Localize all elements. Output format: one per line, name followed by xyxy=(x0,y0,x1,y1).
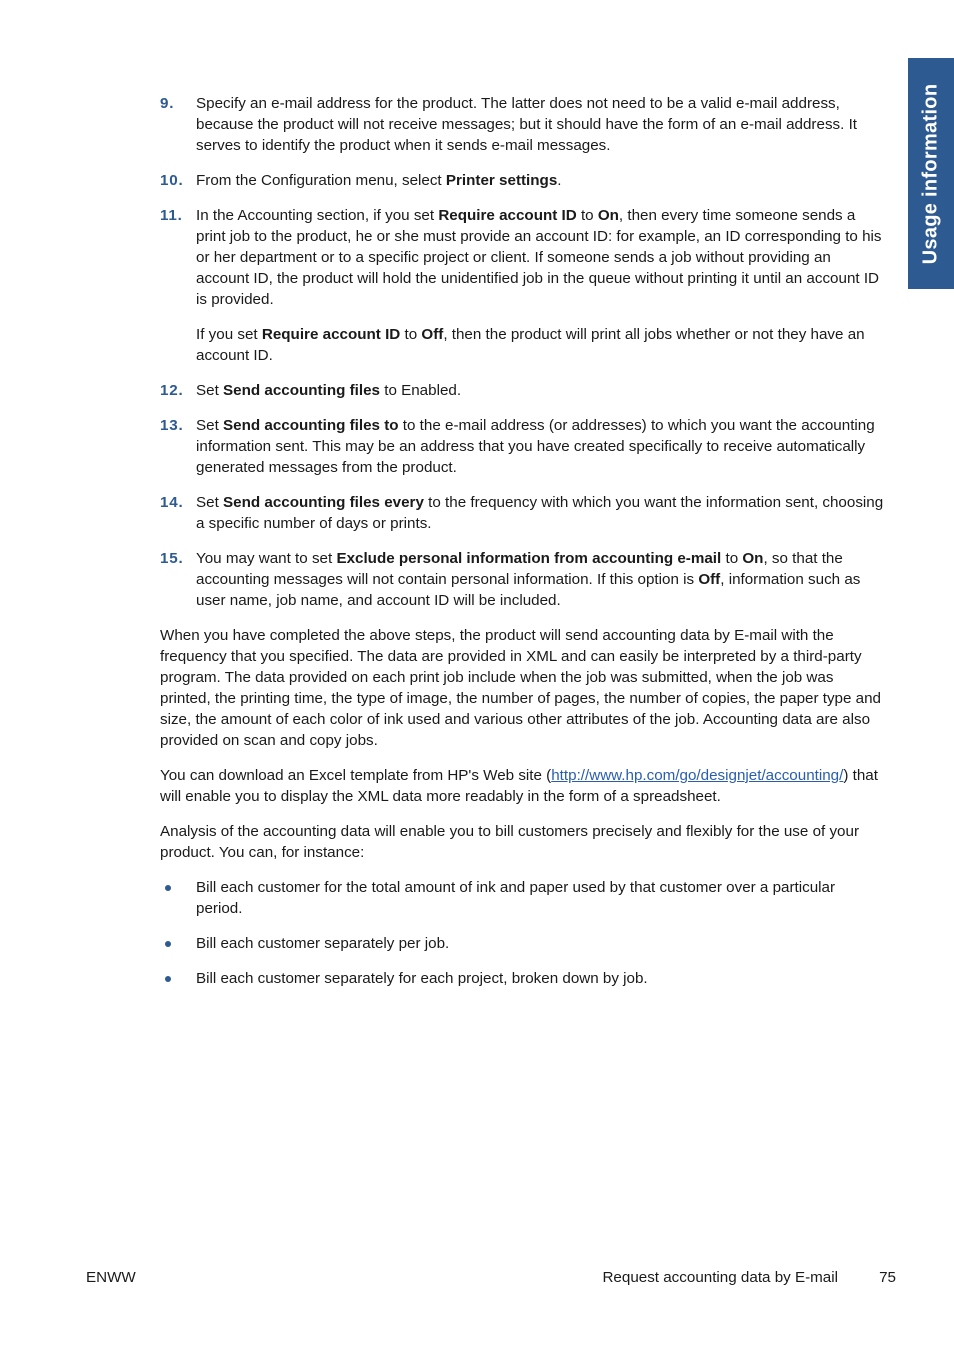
accounting-template-link[interactable]: http://www.hp.com/go/designjet/accounting/ xyxy=(551,767,844,784)
list-item: Bill each customer separately for each project, broken down by job. xyxy=(160,968,884,989)
step-15 xyxy=(160,548,884,611)
download-paragraph: You can download an Excel template from HP's Web site (http://www.hp.com/go/designjet/accounting/) that will enable you to display the XML data more readably in the form of a spreadsheet. xyxy=(160,767,878,805)
step-number: 15. xyxy=(160,550,184,567)
page-content xyxy=(160,93,884,1003)
step-text: Set Send accounting files to to the e-mail address (or addresses) to which you want the accounting information sent. This may be an address that you have created specifically to receive automatically generated messages from the product. xyxy=(196,417,875,476)
step-number: 11. xyxy=(160,207,183,224)
completed-paragraph: When you have completed the above steps, the product will send accounting data by E-mail with the frequency that you specified. The data are provided in XML and can easily be interpreted by a third-party program. The data provided on each print job include when the job was submitted, when the job was printed, the printing time, the type of image, the number of pages, the number of copies, the paper type and size, the amount of each color of ink used and various other attributes of the job. Accounting data are also provided on scan and copy jobs. xyxy=(160,627,882,749)
step-text: Set Send accounting files every to the frequency with which you want the information sent, choosing a specific number of days or prints. xyxy=(196,494,884,532)
page-number: 75 xyxy=(879,1269,896,1286)
step-number: 13. xyxy=(160,417,184,434)
step-14 xyxy=(160,492,884,534)
analysis-paragraph: Analysis of the accounting data will enable you to bill customers precisely and flexibly for the use of your product. You can, for instance: xyxy=(160,823,859,861)
step-text: Set Send accounting files to Enabled. xyxy=(196,382,462,399)
bullet-icon xyxy=(165,941,171,947)
list-item: Bill each customer for the total amount of ink and paper used by that customer over a particular period. xyxy=(160,877,884,919)
step-text: Specify an e-mail address for the product. The latter does not need to be a valid e-mail address, because the product will not receive messages; but it should have the form of an e-mail address. It serves to identify the product when it sends e-mail messages. xyxy=(196,95,858,154)
step-note: If you set Require account ID to Off, then the product will print all jobs whether or not they have an account ID. xyxy=(196,326,865,364)
step-13 xyxy=(160,415,884,478)
bullet-icon xyxy=(165,885,171,891)
footer-section-title: Request accounting data by E-mail xyxy=(602,1269,838,1286)
side-tab xyxy=(908,58,954,289)
step-text: From the Configuration menu, select Printer settings. xyxy=(196,172,562,189)
step-number: 14. xyxy=(160,494,184,511)
step-text: In the Accounting section, if you set Require account ID to On, then every time someone sends a print job to the product, he or she must provide an account ID: for example, an ID corresponding to his or her department or to a specific project or client. If someone sends a job without providing an account ID, the product will hold the unidentified job in the queue without printing it until an account ID is provided. xyxy=(196,207,882,308)
step-number: 10. xyxy=(160,172,184,189)
step-9 xyxy=(160,93,884,156)
step-number: 9. xyxy=(160,95,175,112)
menu-option-printer-settings: Printer settings xyxy=(445,172,558,189)
footer-doc-code: ENWW xyxy=(86,1269,136,1286)
side-tab-label: Usage information xyxy=(919,83,942,264)
step-text: You may want to set Exclude personal information from accounting e-mail to On, so that the accounting messages will not contain personal information. If this option is Off, information such as user name, job name, and account ID will be included. xyxy=(196,550,861,609)
step-number: 12. xyxy=(160,382,184,399)
bullet-icon xyxy=(165,976,171,982)
step-11 xyxy=(160,205,884,366)
billing-options-list xyxy=(160,877,884,989)
step-10 xyxy=(160,170,884,191)
list-item: Bill each customer separately per job. xyxy=(160,933,884,954)
step-12 xyxy=(160,380,884,401)
